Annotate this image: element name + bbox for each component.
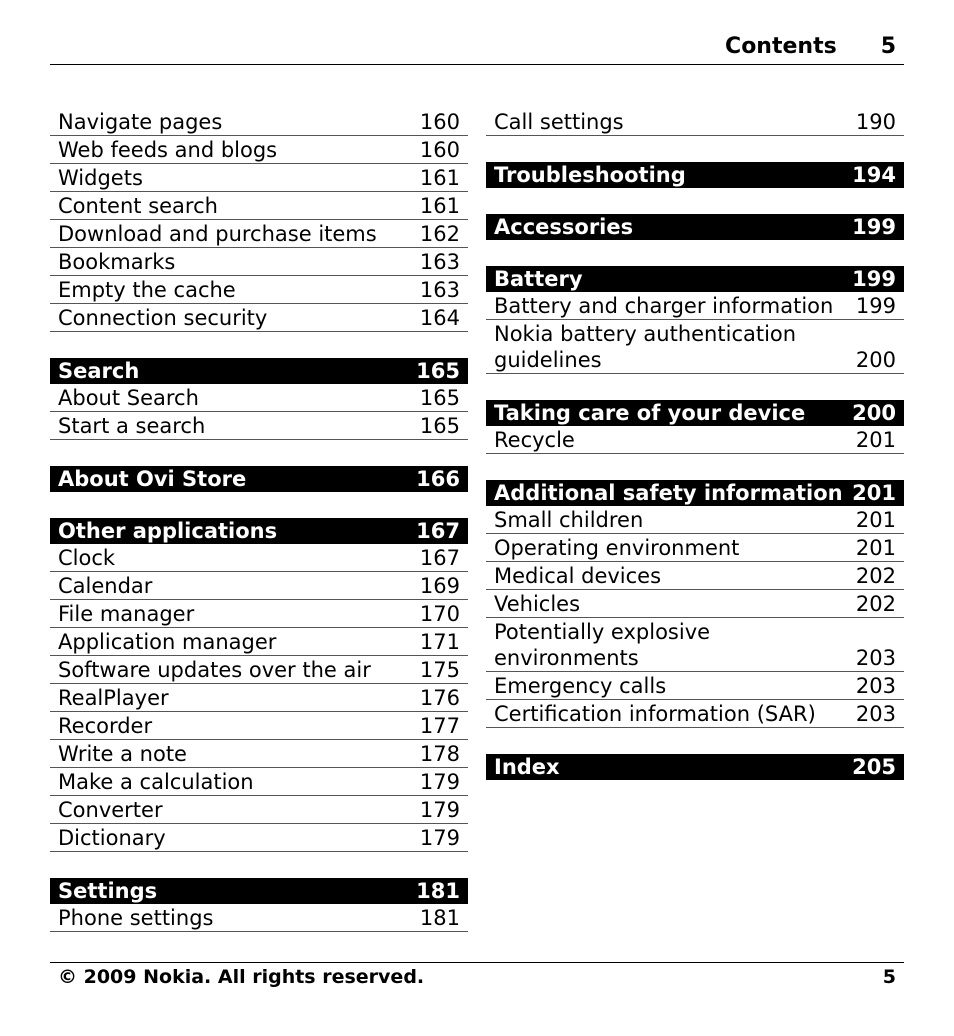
entry-page: 171	[419, 630, 460, 654]
toc-entry[interactable]	[50, 276, 468, 304]
toc-section-index[interactable]	[486, 754, 904, 780]
entry-page: 167	[419, 546, 460, 570]
entry-title: Content search	[58, 194, 218, 218]
toc-entry[interactable]	[50, 192, 468, 220]
entry-title: Dictionary	[58, 826, 166, 850]
toc-group	[486, 426, 904, 454]
toc-entry[interactable]	[50, 796, 468, 824]
entry-page: 190	[855, 110, 896, 134]
entry-page: 200	[855, 348, 896, 372]
entry-title: Widgets	[58, 166, 143, 190]
entry-page: 161	[419, 166, 460, 190]
copyright-notice: © 2009 Nokia. All rights reserved.	[58, 966, 425, 988]
toc-entry[interactable]	[50, 628, 468, 656]
entry-title: Call settings	[494, 110, 624, 134]
entry-page: 203	[855, 674, 896, 698]
section-title: Troubleshooting	[494, 163, 686, 187]
toc-entry[interactable]	[486, 506, 904, 534]
toc-group	[50, 108, 468, 332]
entry-page: 203	[855, 646, 896, 670]
section-page: 199	[852, 267, 896, 291]
toc-section-troubleshooting[interactable]	[486, 162, 904, 188]
section-page: 166	[416, 467, 460, 491]
toc-right-column	[486, 108, 904, 780]
entry-page: 199	[855, 294, 896, 318]
toc-section-search[interactable]	[50, 358, 468, 384]
toc-entry[interactable]	[50, 656, 468, 684]
entry-title: Operating environment	[494, 536, 740, 560]
section-title: Additional safety information	[494, 481, 843, 505]
toc-entry[interactable]	[50, 108, 468, 136]
entry-title: Certification information (SAR)	[494, 702, 816, 726]
section-title: Search	[58, 359, 140, 383]
toc-entry[interactable]	[50, 304, 468, 332]
page-header	[50, 34, 904, 65]
toc-entry[interactable]	[486, 320, 904, 374]
section-title: About Ovi Store	[58, 467, 247, 491]
entry-page: 160	[419, 110, 460, 134]
section-title: Settings	[58, 879, 158, 903]
entry-title: Battery and charger information	[494, 294, 834, 318]
entry-page: 203	[855, 702, 896, 726]
toc-entry[interactable]	[50, 248, 468, 276]
entry-page: 162	[419, 222, 460, 246]
toc-entry[interactable]	[50, 740, 468, 768]
section-page: 194	[852, 163, 896, 187]
section-page: 181	[416, 879, 460, 903]
entry-page: 161	[419, 194, 460, 218]
entry-page: 160	[419, 138, 460, 162]
toc-entry[interactable]	[50, 412, 468, 440]
entry-page: 201	[855, 536, 896, 560]
entry-title: Phone settings	[58, 906, 214, 930]
toc-group	[486, 108, 904, 136]
entry-page: 164	[419, 306, 460, 330]
entry-title: Medical devices	[494, 564, 662, 588]
toc-entry[interactable]	[50, 824, 468, 852]
toc-entry[interactable]	[486, 618, 904, 672]
toc-entry[interactable]	[50, 684, 468, 712]
header-page-number: 5	[880, 34, 896, 59]
toc-entry[interactable]	[50, 164, 468, 192]
toc-entry[interactable]	[50, 544, 468, 572]
section-title: Battery	[494, 267, 583, 291]
entry-title: Navigate pages	[58, 110, 223, 134]
toc-entry[interactable]	[486, 562, 904, 590]
toc-group	[50, 904, 468, 932]
entry-title: Bookmarks	[58, 250, 176, 274]
toc-group	[50, 384, 468, 440]
section-page: 199	[852, 215, 896, 239]
entry-title: Vehicles	[494, 592, 581, 616]
toc-entry[interactable]	[486, 672, 904, 700]
toc-entry[interactable]	[486, 108, 904, 136]
entry-title: Recycle	[494, 428, 575, 452]
entry-title: Web feeds and blogs	[58, 138, 278, 162]
toc-entry[interactable]	[50, 904, 468, 932]
section-title: Other applications	[58, 519, 278, 543]
entry-title: Connection security	[58, 306, 268, 330]
page-footer	[50, 962, 904, 989]
header-title: Contents	[725, 34, 837, 59]
entry-title: Empty the cache	[58, 278, 236, 302]
section-page: 205	[852, 755, 896, 779]
entry-page: 177	[419, 714, 460, 738]
toc-section-other-applications[interactable]	[50, 518, 468, 544]
entry-page: 165	[419, 386, 460, 410]
toc-entry[interactable]	[50, 136, 468, 164]
entry-page: 179	[419, 798, 460, 822]
entry-title: About Search	[58, 386, 199, 410]
entry-title: Converter	[58, 798, 163, 822]
entry-title: Calendar	[58, 574, 153, 598]
entry-page: 202	[855, 564, 896, 588]
toc-group	[486, 506, 904, 728]
entry-title: Write a note	[58, 742, 187, 766]
toc-group	[50, 544, 468, 852]
entry-page: 169	[419, 574, 460, 598]
toc-left-column	[50, 108, 468, 932]
entry-page: 175	[419, 658, 460, 682]
toc-section-accessories[interactable]	[486, 214, 904, 240]
entry-page: 163	[419, 250, 460, 274]
entry-title: Start a search	[58, 414, 206, 438]
toc-entry[interactable]	[50, 572, 468, 600]
footer-page-number: 5	[882, 966, 896, 988]
toc-group	[486, 292, 904, 374]
section-page: 167	[416, 519, 460, 543]
entry-title: Clock	[58, 546, 116, 570]
entry-title: Emergency calls	[494, 674, 667, 698]
toc-section-settings[interactable]	[50, 878, 468, 904]
section-page: 200	[852, 401, 896, 425]
entry-title: RealPlayer	[58, 686, 169, 710]
entry-title: Application manager	[58, 630, 277, 654]
entry-title: Small children	[494, 508, 644, 532]
entry-page: 170	[419, 602, 460, 626]
entry-page: 165	[419, 414, 460, 438]
entry-page: 201	[855, 508, 896, 532]
toc-entry[interactable]	[50, 600, 468, 628]
toc-entry[interactable]	[50, 384, 468, 412]
entry-page: 201	[855, 428, 896, 452]
entry-title: Nokia battery authentication guidelines	[494, 322, 797, 372]
section-title: Accessories	[494, 215, 634, 239]
toc-entry[interactable]	[486, 534, 904, 562]
entry-title: Potentially explosive environments	[494, 620, 711, 670]
toc-entry[interactable]	[50, 220, 468, 248]
toc-entry[interactable]	[486, 292, 904, 320]
entry-page: 181	[419, 906, 460, 930]
section-page: 165	[416, 359, 460, 383]
entry-title: Download and purchase items	[58, 222, 377, 246]
section-title: Index	[494, 755, 560, 779]
entry-page: 179	[419, 826, 460, 850]
section-title: Taking care of your device	[494, 401, 806, 425]
entry-title: Make a calculation	[58, 770, 254, 794]
entry-page: 179	[419, 770, 460, 794]
entry-title: Software updates over the air	[58, 658, 371, 682]
entry-page: 163	[419, 278, 460, 302]
toc-section-device-care[interactable]	[486, 400, 904, 426]
toc-entry[interactable]	[50, 712, 468, 740]
entry-page: 176	[419, 686, 460, 710]
toc-section-ovi-store[interactable]	[50, 466, 468, 492]
toc-entry[interactable]	[50, 768, 468, 796]
toc-section-battery[interactable]	[486, 266, 904, 292]
entry-page: 202	[855, 592, 896, 616]
toc-entry[interactable]	[486, 700, 904, 728]
entry-page: 178	[419, 742, 460, 766]
entry-title: File manager	[58, 602, 195, 626]
toc-section-safety-information[interactable]	[486, 480, 904, 506]
toc-entry[interactable]	[486, 426, 904, 454]
entry-title: Recorder	[58, 714, 153, 738]
section-page: 201	[852, 481, 896, 505]
toc-entry[interactable]	[486, 590, 904, 618]
